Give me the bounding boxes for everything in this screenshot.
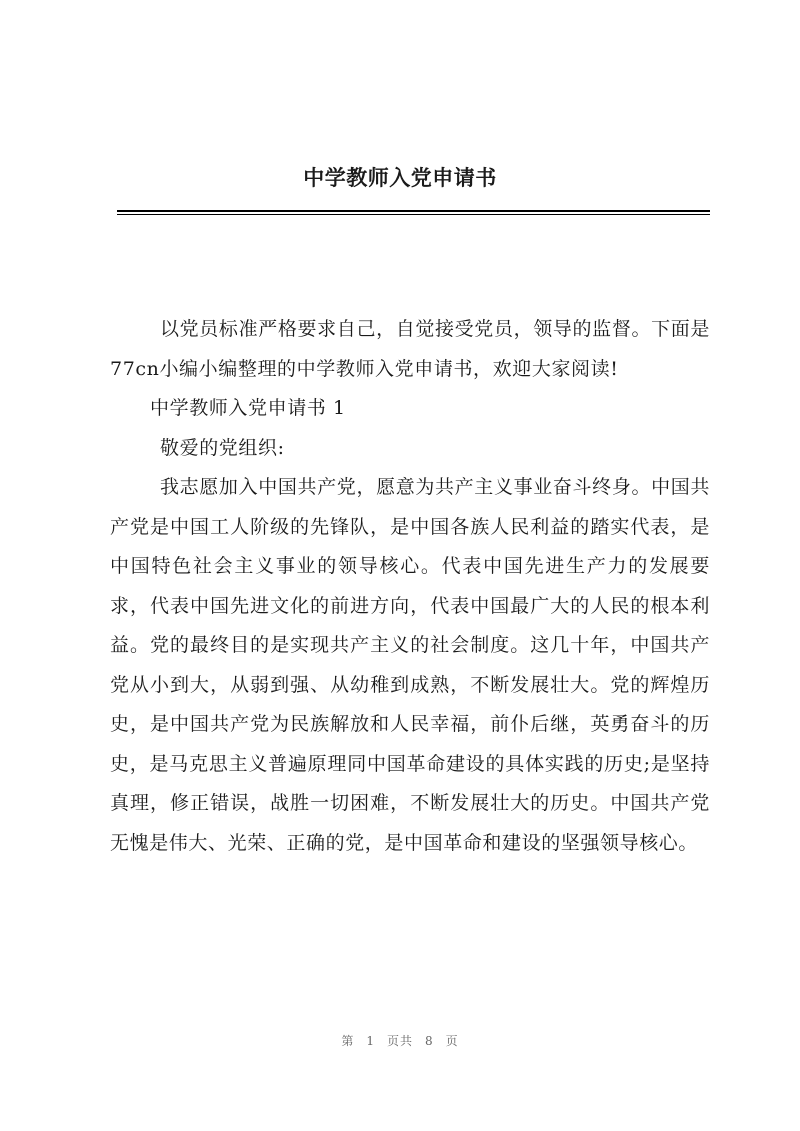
page-footer: [0, 1032, 800, 1049]
title-underline-thin: [117, 214, 710, 215]
salutation: 敬爱的党组织:: [160, 436, 285, 459]
footer-mid: 页共: [386, 1034, 413, 1048]
title-underline-thick: [117, 210, 710, 212]
footer-total-pages: 8: [425, 1034, 434, 1048]
intro-paragraph: 以党员标准严格要求自己，自觉接受党员，领导的监督。下面是77cn小编小编整理的中学教师入党申请书，欢迎大家阅读!: [110, 318, 710, 380]
footer-suffix: 页: [445, 1034, 459, 1048]
section-heading: 中学教师入党申请书 1: [150, 397, 346, 419]
document-title: 中学教师入党申请书: [303, 165, 497, 190]
document-body: [110, 310, 710, 863]
body-paragraph: 我志愿加入中国共产党，愿意为共产主义事业奋斗终身。中国共产党是中国工人阶级的先锋队，是中国各族人民利益的踏实代表，是中国特色社会主义事业的领导核心。代表中国先进生产力的发展要求，代表中国先进文化的前进方向，代表中国最广大的人民的根本利益。党的最终目的是实现共产主义的社会制度。这几十年，中国共产党从小到大，从弱到强、从幼稚到成熟，不断发展壮大。党的辉煌历史，是中国共产党为民族解放和人民幸福，前仆后继，英勇奋斗的历史，是马克思主义普遍原理同中国革命建设的具体实践的历史;是坚持真理，修正错误，战胜一切困难，不断发展壮大的历史。中国共产党无愧是伟大、光荣、正确的党，是中国革命和建设的坚强领导核心。: [110, 476, 710, 854]
footer-page-number: 1: [366, 1034, 375, 1048]
footer-prefix: 第: [341, 1034, 355, 1048]
